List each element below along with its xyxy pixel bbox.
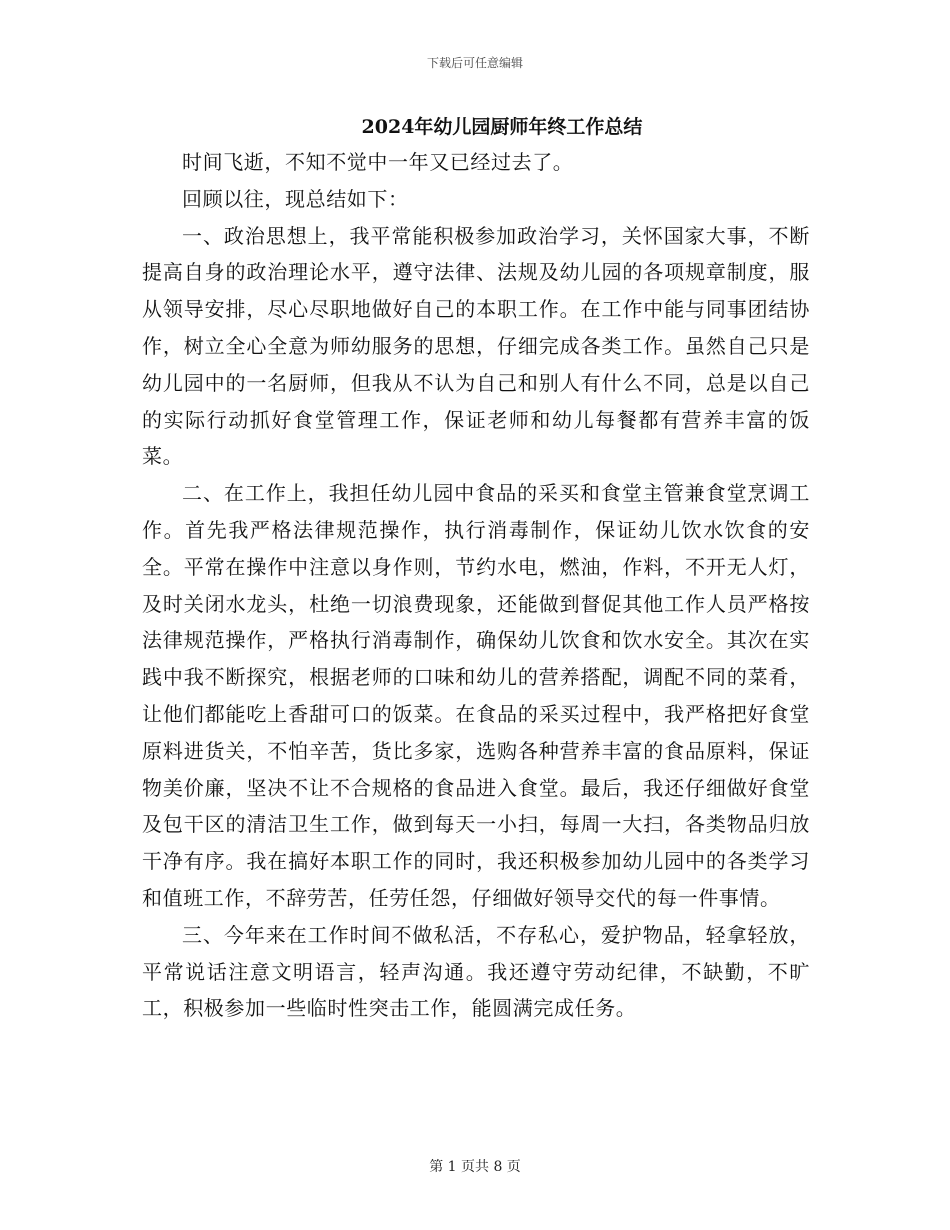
paragraph-political: 一、政治思想上，我平常能积极参加政治学习，关怀国家大事，不断提高自身的政治理论水平，遵守法律、法规及幼儿园的各项规章制度，服从领导安排，尽心尽职地做好自己的本职工作。在工作中能与同事团结协作，树立全心全意为师幼服务的思想，仔细完成各类工作。虽然自己只是幼儿园中的一名厨师，但我从不认为自己和别人有什么不同，总是以自己的实际行动抓好食堂管理工作，保证老师和幼儿每餐都有营养丰富的饭菜。 xyxy=(142,223,810,469)
page-number: 第 1 页共 8 页 xyxy=(429,1159,521,1175)
document-title: 2024年幼儿园厨师年终工作总结 xyxy=(361,116,643,138)
paragraph-review: 回顾以往，现总结如下： xyxy=(182,186,409,211)
header-note: 下载后可任意编辑 xyxy=(426,56,523,70)
paragraph-discipline: 三、今年来在工作时间不做私活，不存私心，爱护物品，轻拿轻放，平常说话注意文明语言，轻声沟通。我还遵守劳动纪律，不缺勤，不旷工，积极参加一些临时性突击工作，能圆满完成任务。 xyxy=(142,922,810,1021)
document-body xyxy=(142,110,810,1027)
paragraph-opening: 时间飞逝，不知不觉中一年又已经过去了。 xyxy=(182,150,574,174)
paragraph-work: 二、在工作上，我担任幼儿园中食品的采买和食堂主管兼食堂烹调工作。首先我严格法律规范操作，执行消毒制作，保证幼儿饮水饮食的安全。平常在操作中注意以身作则，节约水电，燃油，作料，不开无人灯，及时关闭水龙头，杜绝一切浪费现象，还能做到督促其他工作人员严格按法律规范操作，严格执行消毒制作，确保幼儿饮食和饮水安全。其次在实践中我不断探究，根据老师的口味和幼儿的营养搭配，调配不同的菜肴，让他们都能吃上香甜可口的饭菜。在食品的采买过程中，我严格把好食堂原料进货关，不怕辛苦，货比多家，选购各种营养丰富的食品原料，保证物美价廉，坚决不让不合规格的食品进入食堂。最后，我还仔细做好食堂及包干区的清洁卫生工作，做到每天一小扫，每周一大扫，各类物品归放干净有序。我在搞好本职工作的同时，我还积极参加幼儿园中的各类学习和值班工作，不辞劳苦，任劳任怨，仔细做好领导交代的每一件事情。 xyxy=(142,481,810,910)
